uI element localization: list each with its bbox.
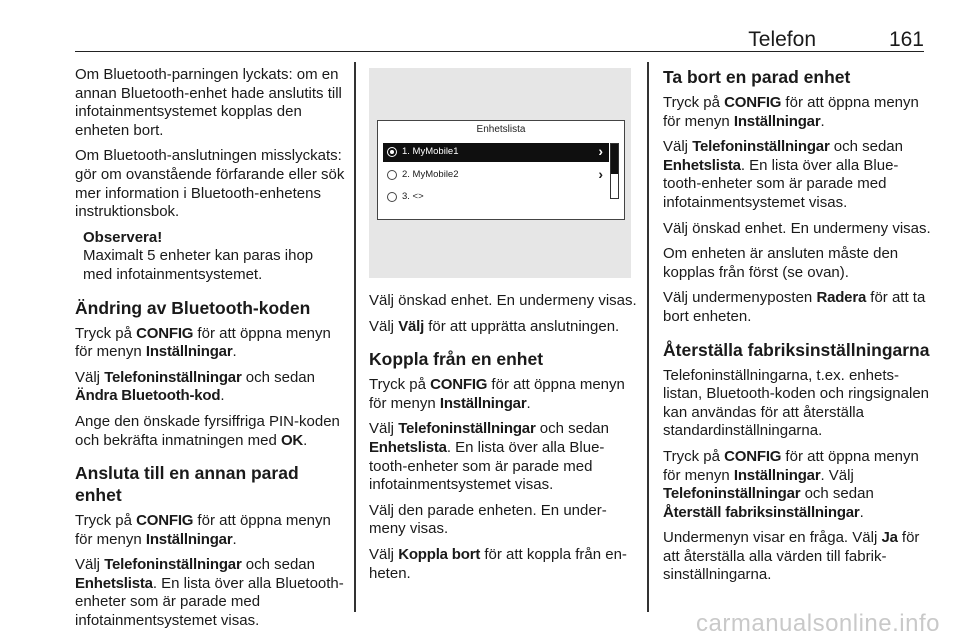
infotainment-screen — [377, 120, 625, 220]
paragraph: Välj Telefoninställningar och sedan Enhetslista. En lista över alla Bluetooth-enheter som är parade med infotainmentsystemet visas. — [663, 138, 903, 211]
chevron-right-icon: › — [598, 166, 603, 182]
page-header — [75, 26, 924, 52]
paragraph: Om enheten är ansluten måste den kopplas från först (se ovan). — [663, 245, 899, 281]
paragraph: Välj önskad enhet. En undermeny visas. — [369, 292, 637, 309]
paragraph: Välj önskad enhet. En undermeny visas. — [663, 219, 931, 237]
paragraph: Välj den parade enheten. En undermeny visas. — [369, 501, 607, 538]
device-list-item[interactable]: 1. MyMobile1 › — [383, 143, 609, 162]
paragraph: Tryck på CONFIG för att öppna menyn för menyn Inställningar. Välj Telefoninställningar och sedan Återställ fabriksinställningar. — [663, 447, 919, 521]
scrollbar-thumb[interactable] — [611, 144, 618, 174]
heading-change-bluetooth-code: Ändring av Bluetooth-koden — [75, 297, 311, 318]
device-list-item[interactable]: 3. <> — [383, 188, 609, 207]
paragraph: Tryck på CONFIG för att öppna menyn för menyn Inställningar. — [75, 512, 331, 548]
section-title: Telefon — [748, 28, 816, 51]
chevron-right-icon: › — [598, 143, 603, 159]
heading-factory-reset: Återställa fabriksinställningarna — [663, 339, 930, 360]
column-middle — [369, 292, 637, 590]
paragraph: Undermenyn visar en fråga. Välj Ja för att återställa alla värden till fabriksinställningarna. — [663, 529, 920, 584]
paragraph: Telefoninställningarna, t.ex. enhetslistan, Bluetooth-koden och ringsignalen kan användas för att återställa standardinställningarna. — [663, 366, 930, 440]
column-divider — [354, 62, 356, 612]
radio-selected-icon — [387, 147, 397, 157]
paragraph: Välj Telefoninställningar och sedan Ändra Bluetooth-kod. — [75, 368, 315, 405]
note-box — [83, 229, 345, 285]
paragraph: Tryck på CONFIG för att öppna menyn för menyn Inställningar. — [369, 376, 625, 412]
page-number: 161 — [888, 28, 924, 51]
scrollbar[interactable] — [610, 143, 619, 199]
note-title: Observera! — [83, 228, 163, 246]
device-list-item[interactable]: 2. MyMobile2 › — [383, 166, 609, 185]
radio-icon — [387, 170, 397, 180]
paragraph: Om Bluetooth-anslutningen misslyckats: gör om ovanstående förfarande eller sök mer information i Bluetooth-enhetens instruktionsbok. — [75, 147, 345, 221]
device-list-figure — [369, 68, 631, 278]
column-left — [75, 66, 345, 638]
heading-delete-paired-device: Ta bort en parad enhet — [663, 67, 851, 87]
screen-title: Enhetslista — [476, 124, 526, 135]
heading-connect-paired-device: Ansluta till en annan parad enhet — [75, 463, 299, 506]
paragraph: Välj Koppla bort för att koppla från enheten. — [369, 545, 627, 582]
paragraph: Tryck på CONFIG för att öppna menyn för menyn Inställningar. — [75, 324, 331, 361]
watermark: carmanualsonline.info — [696, 610, 940, 637]
paragraph: Om Bluetooth-parningen lyckats: om en annan Bluetooth-enhet hade anslutits till infotainmentsystemet kopplas den enheten bort. — [75, 66, 342, 139]
column-divider — [647, 62, 649, 612]
paragraph: Ange den önskade fyrsiffriga PIN-koden och bekräfta inmatningen med OK. — [75, 412, 340, 449]
column-right — [663, 66, 931, 592]
radio-icon — [387, 192, 397, 202]
paragraph: Välj Välj för att upprätta anslutningen. — [369, 317, 620, 335]
heading-disconnect-device: Koppla från en enhet — [369, 349, 544, 370]
paragraph: Tryck på CONFIG för att öppna menyn för menyn Inställningar. — [663, 94, 919, 130]
paragraph: Välj Telefoninställningar och sedan Enhetslista. En lista över alla Bluetooth-enheter som är parade med infotainmentsystemet visas. — [75, 556, 344, 630]
paragraph: Välj Telefoninställningar och sedan Enhetslista. En lista över alla Bluetooth-enheter som är parade med infotainmentsystemet visas. — [369, 420, 609, 494]
paragraph: Välj undermenyposten Radera för att ta bort enheten. — [663, 289, 926, 325]
note-text: Maximalt 5 enheter kan paras ihop med infotainmentsystemet. — [83, 247, 314, 283]
